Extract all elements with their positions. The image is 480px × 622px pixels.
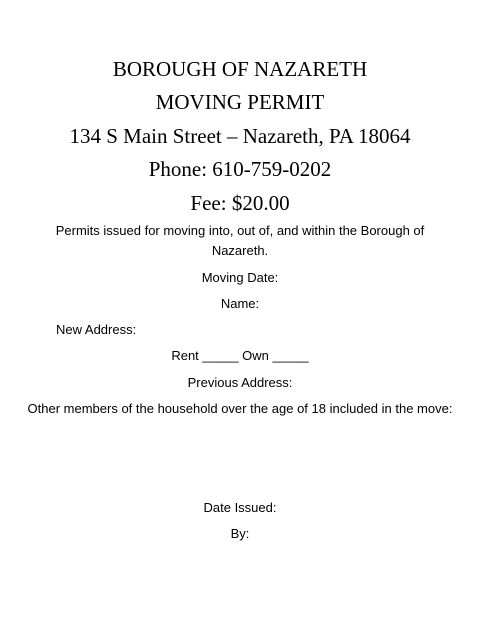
household-members-label: Other members of the household over the age of 18 included in the move: — [27, 401, 453, 416]
issued-by-label: By: — [230, 526, 250, 541]
permit-description: Permits issued for moving into, out of, and within the Borough of Nazareth. — [55, 223, 425, 258]
name-label: Name: — [220, 296, 260, 311]
office-phone: Phone: 610-759-0202 — [148, 157, 332, 181]
rent-own-line: Rent _____ Own _____ — [171, 348, 309, 363]
date-issued-label: Date Issued: — [203, 500, 277, 515]
office-address: 134 S Main Street – Nazareth, PA 18064 — [69, 124, 411, 148]
permit-fee: Fee: $20.00 — [190, 191, 290, 215]
borough-heading: BOROUGH OF NAZARETH — [112, 57, 368, 81]
permit-title: MOVING PERMIT — [155, 90, 325, 114]
previous-address-label: Previous Address: — [187, 375, 293, 390]
new-address-label: New Address: — [56, 322, 137, 337]
moving-date-label: Moving Date: — [201, 270, 279, 285]
